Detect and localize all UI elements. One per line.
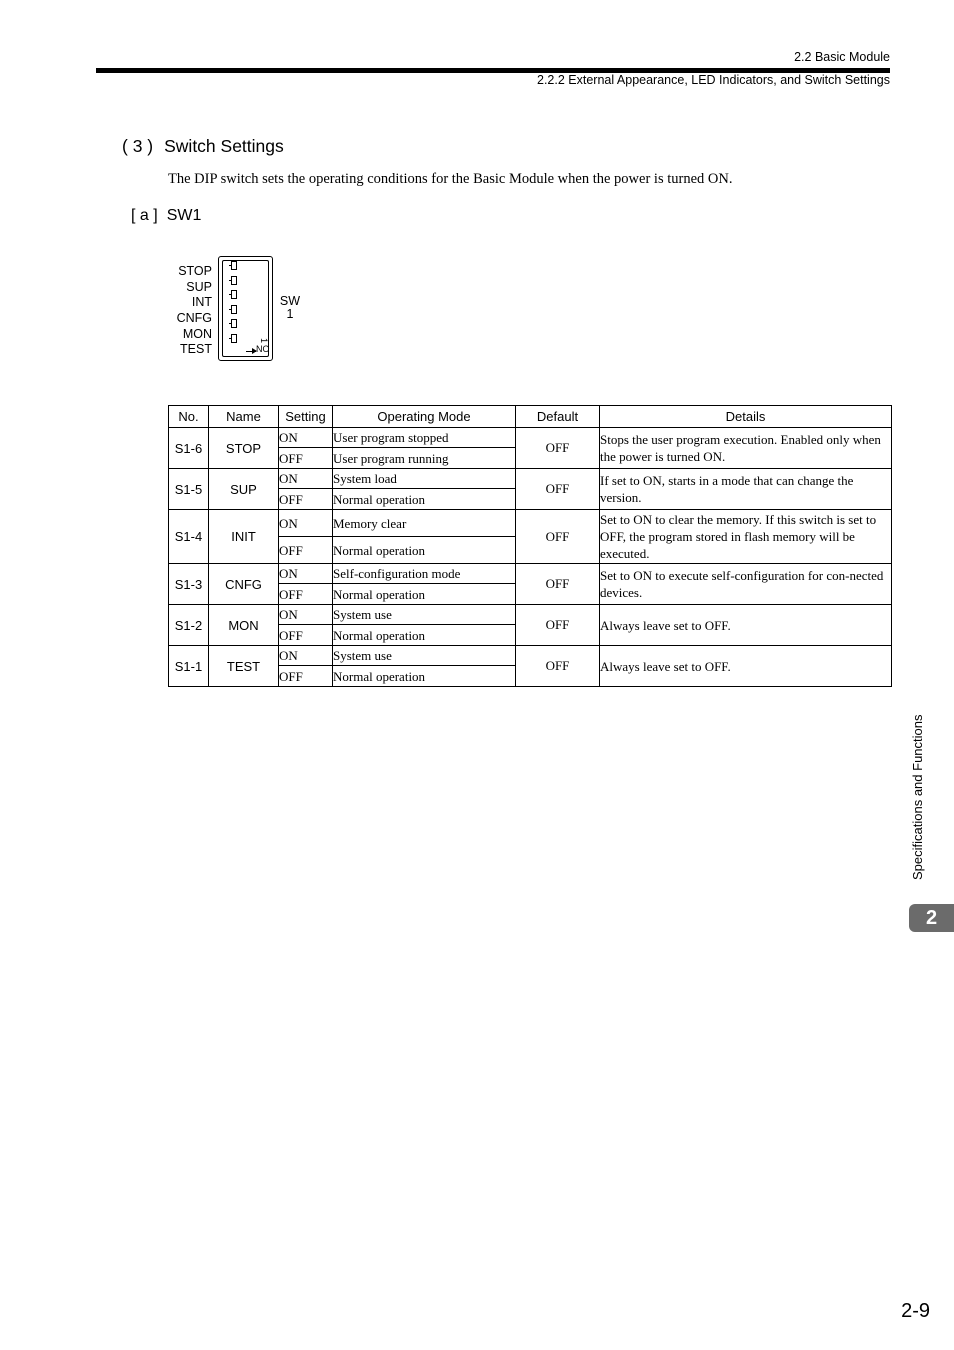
cell-name: INIT bbox=[209, 510, 279, 564]
cell-no: S1-1 bbox=[169, 646, 209, 687]
cell-mode: User program running bbox=[333, 448, 516, 469]
cell-no: S1-5 bbox=[169, 469, 209, 510]
dip-label: TEST bbox=[180, 342, 212, 357]
cell-setting: OFF bbox=[279, 448, 333, 469]
cell-default: OFF bbox=[516, 605, 600, 646]
cell-setting: ON bbox=[279, 469, 333, 489]
cell-setting: OFF bbox=[279, 666, 333, 687]
dip-toggle-icon bbox=[231, 319, 237, 328]
table-row bbox=[169, 510, 892, 537]
cell-mode: Normal operation bbox=[333, 537, 516, 564]
header-section: 2.2 Basic Module bbox=[794, 50, 890, 64]
chapter-side-title: Specifications and Functions bbox=[910, 714, 925, 880]
subsection-number: [ a ] bbox=[131, 207, 158, 224]
cell-mode: Normal operation bbox=[333, 666, 516, 687]
switch-name bbox=[276, 295, 304, 321]
arrow-right-icon bbox=[246, 351, 256, 352]
cell-mode: User program stopped bbox=[333, 428, 516, 448]
cell-mode: Self-configuration mode bbox=[333, 564, 516, 584]
switch-settings-table bbox=[168, 405, 892, 687]
cell-default: OFF bbox=[516, 646, 600, 687]
cell-no: S1-3 bbox=[169, 564, 209, 605]
cell-setting: OFF bbox=[279, 584, 333, 605]
cell-setting: ON bbox=[279, 510, 333, 537]
dip-toggle-icon bbox=[231, 334, 237, 343]
cell-default: OFF bbox=[516, 469, 600, 510]
table-row bbox=[169, 428, 892, 448]
cell-default: OFF bbox=[516, 510, 600, 564]
cell-setting: ON bbox=[279, 428, 333, 448]
column-header: Name bbox=[209, 406, 279, 428]
switch-name-line1: SW bbox=[279, 294, 301, 308]
dip-on-label: NO bbox=[256, 344, 270, 354]
dip-toggle-icon bbox=[231, 276, 237, 285]
dip-switch-labels bbox=[160, 264, 212, 358]
section-heading bbox=[122, 136, 284, 157]
cell-default: OFF bbox=[516, 564, 600, 605]
dip-one-label: 1 bbox=[259, 337, 270, 344]
column-header: No. bbox=[169, 406, 209, 428]
dip-toggle-icon bbox=[231, 261, 237, 270]
cell-setting: ON bbox=[279, 564, 333, 584]
cell-mode: Memory clear bbox=[333, 510, 516, 537]
cell-details: Always leave set to OFF. bbox=[600, 605, 892, 646]
cell-no: S1-6 bbox=[169, 428, 209, 469]
cell-name: TEST bbox=[209, 646, 279, 687]
cell-details: Stops the user program execution. Enabled only when the power is turned ON. bbox=[600, 428, 892, 469]
switch-name-line2: 1 bbox=[286, 307, 294, 321]
dip-label: SUP bbox=[186, 279, 212, 294]
cell-mode: System use bbox=[333, 605, 516, 625]
dip-toggle-icon bbox=[231, 290, 237, 299]
cell-mode: Normal operation bbox=[333, 625, 516, 646]
header-subsection: 2.2.2 External Appearance, LED Indicators, and Switch Settings bbox=[537, 73, 890, 87]
cell-no: S1-4 bbox=[169, 510, 209, 564]
subsection-heading bbox=[131, 207, 201, 225]
cell-setting: ON bbox=[279, 646, 333, 666]
dip-label: MON bbox=[182, 326, 212, 341]
column-header: Details bbox=[600, 406, 892, 428]
cell-details: If set to ON, starts in a mode that can change the version. bbox=[600, 469, 892, 510]
section-title: Switch Settings bbox=[164, 136, 284, 156]
column-header: Setting bbox=[279, 406, 333, 428]
cell-name: MON bbox=[209, 605, 279, 646]
dip-toggles bbox=[231, 261, 237, 348]
cell-name: STOP bbox=[209, 428, 279, 469]
table-row bbox=[169, 469, 892, 489]
dip-toggle-icon bbox=[231, 305, 237, 314]
cell-no: S1-2 bbox=[169, 605, 209, 646]
page-number: 2-9 bbox=[901, 1300, 930, 1322]
cell-details: Set to ON to execute self-configuration for con-nected devices. bbox=[600, 564, 892, 605]
cell-mode: System use bbox=[333, 646, 516, 666]
column-header: Operating Mode bbox=[333, 406, 516, 428]
dip-label: CNFG bbox=[176, 311, 212, 326]
cell-setting: ON bbox=[279, 605, 333, 625]
cell-name: CNFG bbox=[209, 564, 279, 605]
dip-label: INT bbox=[191, 295, 212, 310]
section-intro: The DIP switch sets the operating conditions for the Basic Module when the power is turned ON. bbox=[168, 171, 733, 187]
section-number: ( 3 ) bbox=[122, 136, 154, 156]
cell-name: SUP bbox=[209, 469, 279, 510]
cell-setting: OFF bbox=[279, 489, 333, 510]
dip-switch-body bbox=[218, 256, 273, 361]
cell-setting: OFF bbox=[279, 625, 333, 646]
cell-mode: System load bbox=[333, 469, 516, 489]
cell-default: OFF bbox=[516, 428, 600, 469]
table-row bbox=[169, 564, 892, 584]
table-row bbox=[169, 646, 892, 666]
column-header: Default bbox=[516, 406, 600, 428]
chapter-tab: 2 bbox=[909, 904, 954, 932]
cell-mode: Normal operation bbox=[333, 584, 516, 605]
cell-details: Always leave set to OFF. bbox=[600, 646, 892, 687]
table-row bbox=[169, 605, 892, 625]
table-header-row bbox=[169, 406, 892, 428]
cell-details: Set to ON to clear the memory. If this switch is set to OFF, the program stored in flash memory will be executed. bbox=[600, 510, 892, 564]
dip-label: STOP bbox=[178, 264, 212, 278]
subsection-title: SW1 bbox=[166, 207, 202, 224]
cell-setting: OFF bbox=[279, 537, 333, 564]
cell-mode: Normal operation bbox=[333, 489, 516, 510]
